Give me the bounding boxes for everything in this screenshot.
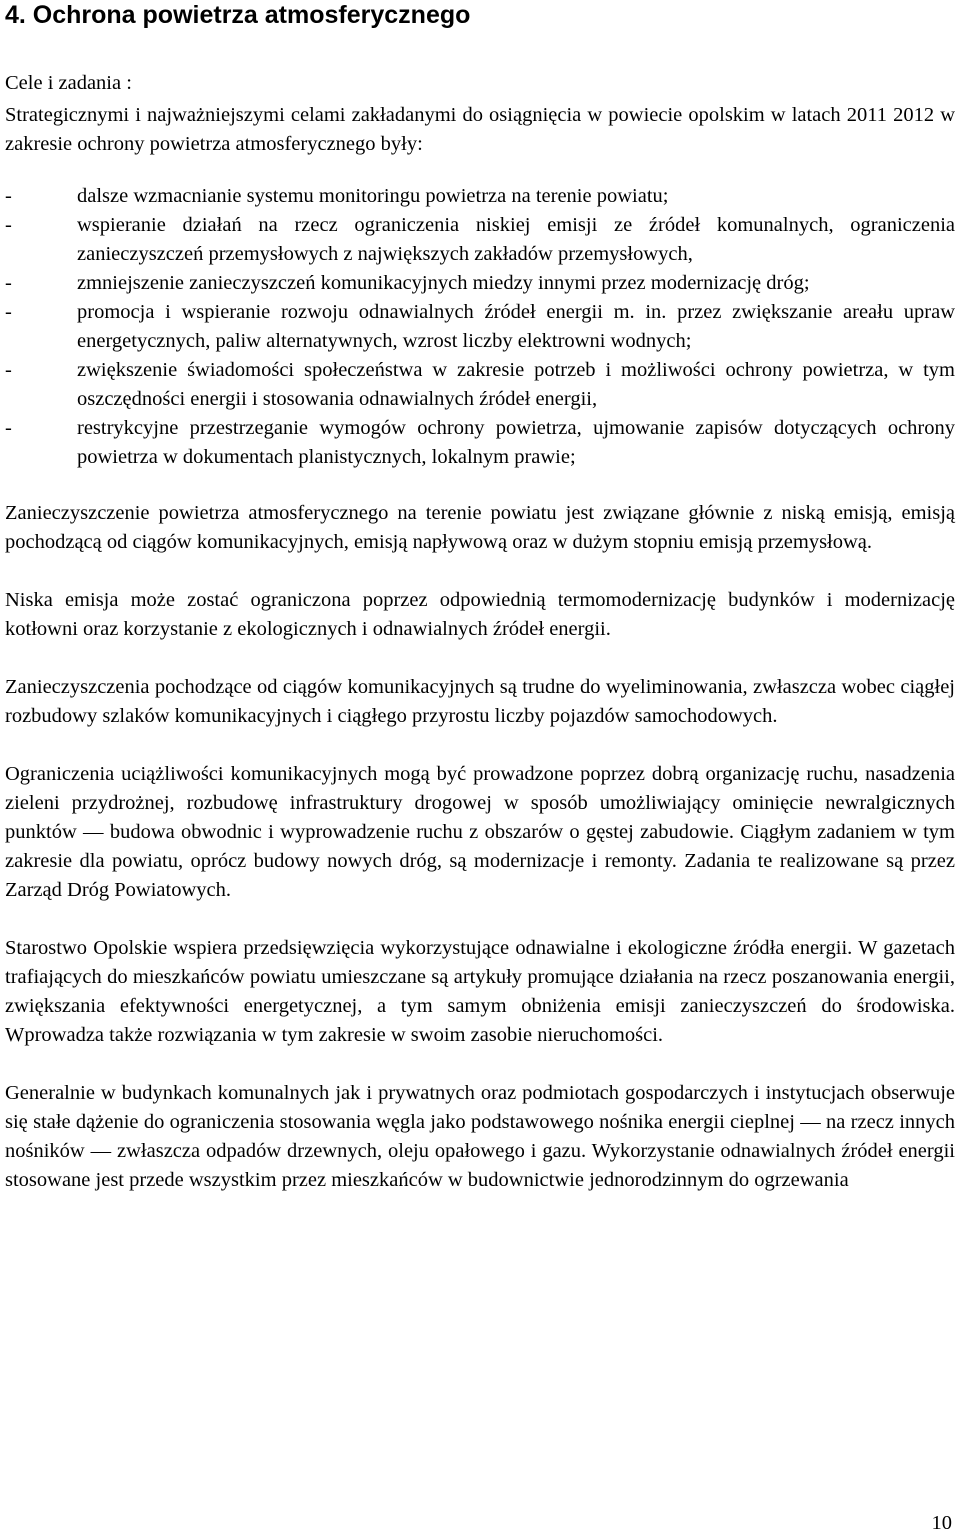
document-page [5,0,955,1195]
body-paragraph: Generalnie w budynkach komunalnych jak i prywatnych oraz podmiotach gospodarczych i instytucjach obserwuje się stałe dążenie do ograniczenia stosowania węgla jako podstawowego nośnika energii cieplnej — na rzecz innych nośników — zwłaszcza odpadów drzewnych, oleju opałowego i gazu. Wykorzystanie odnawialnych źródeł energii stosowane jest przede wszystkim przez mieszkańców w budownictwie jednorodzinnym do ogrzewania [5,1082,955,1191]
goal-text: dalsze wzmacnianie systemu monitoringu powietrza na terenie powiatu; [77,185,669,207]
bullet-dash: - [5,214,12,236]
goal-text: restrykcyjne przestrzeganie wymogów ochrony powietrza, ujmowanie zapisów dotyczących ochrony powietrza w dokumentach planistycznych, lokalnym prawie; [77,417,955,468]
goal-text: zwiększenie świadomości społeczeństwa w zakresie potrzeb i możliwości ochrony powietrza, w tym oszczędności energii i stosowania odnawialnych źródeł energii, [77,359,955,410]
goal-item [5,414,955,472]
goal-item [5,211,955,269]
bullet-dash: - [5,301,12,323]
goal-item [5,182,955,211]
goal-item [5,269,955,298]
body-paragraph: Zanieczyszczenie powietrza atmosferycznego na terenie powiatu jest związane głównie z niską emisją, emisją pochodzącą od ciągów komunikacyjnych, emisją napływową oraz w dużym stopniu emisją przemysłową. [5,502,955,553]
body-paragraph: Niska emisja może zostać ograniczona poprzez odpowiednią termomodernizację budynków i modernizację kotłowni oraz korzystanie z ekologicznych i odnawialnych źródeł energii. [5,589,955,640]
goal-item [5,298,955,356]
goals-list [5,182,955,472]
bullet-dash: - [5,185,12,207]
section-subheading: Cele i zadania : [5,72,132,94]
body-paragraph: Starostwo Opolskie wspiera przedsięwzięcia wykorzystujące odnawialne i ekologiczne źródła energii. W gazetach trafiających do mieszkańców powiatu umieszczane są artykuły promujące działania na rzecz poszanowania energii, zwiększania efektywności energetycznej, a tym samym obniżenia emisji zanieczyszczeń do środowiska. Wprowadza także rozwiązania w tym zakresie w swoim zasobie nieruchomości. [5,937,955,1046]
bullet-dash: - [5,417,12,439]
goal-text: zmniejszenie zanieczyszczeń komunikacyjnych miedzy innymi przez modernizację dróg; [77,272,810,294]
goal-text: promocja i wspieranie rozwoju odnawialnych źródeł energii m. in. przez zwiększanie areału upraw energetycznych, paliw alternatywnych, wzrost liczby elektrowni wodnych; [77,301,955,352]
page-number: 10 [931,1512,952,1534]
section-heading: 4. Ochrona powietrza atmosferycznego [5,1,471,29]
intro-paragraph: Strategicznymi i najważniejszymi celami zakładanymi do osiągnięcia w powiecie opolskim w latach 2011 2012 w zakresie ochrony powietrza atmosferycznego były: [5,104,955,155]
body-paragraph: Ograniczenia uciążliwości komunikacyjnych mogą być prowadzone poprzez dobrą organizację ruchu, nasadzenia zieleni przydrożnej, rozbudowę infrastruktury drogowej w sposób umożliwiający ominięcie newralgicznych punktów — budowa obwodnic i wyprowadzenie ruchu z obszarów o gęstej zabudowie. Ciągłym zadaniem w tym zakresie dla powiatu, oprócz budowy nowych dróg, są modernizacje i remonty. Zadania te realizowane są przez Zarząd Dróg Powiatowych. [5,763,955,901]
goal-text: wspieranie działań na rzecz ograniczenia niskiej emisji ze źródeł komunalnych, ograniczenia zanieczyszczeń przemysłowych z największych zakładów przemysłowych, [77,214,955,265]
bullet-dash: - [5,272,12,294]
goal-item [5,356,955,414]
body-paragraph: Zanieczyszczenia pochodzące od ciągów komunikacyjnych są trudne do wyeliminowania, zwłaszcza wobec ciągłej rozbudowy szlaków komunikacyjnych i ciągłego przyrostu liczby pojazdów samochodowych. [5,676,955,727]
bullet-dash: - [5,359,12,381]
